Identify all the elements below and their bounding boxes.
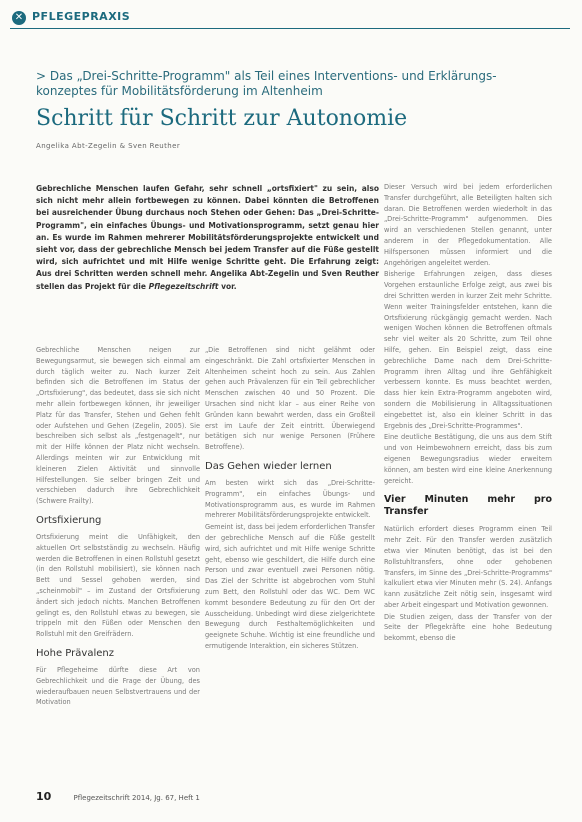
subheading-praevalenz: Hohe Prävalenz bbox=[36, 647, 114, 659]
column-2 bbox=[205, 345, 375, 653]
body-paragraph: Für Pflegeheime dürfte diese Art von Gebrechlichkeit und die Frage der Übung, des wiederaufbauen neuen Selbstvertrauens und der Motivation bbox=[36, 665, 200, 707]
body-paragraph: Die Studien zeigen, dass der Transfer von der Seite der Pflegekräfte eine hohe Bedeutung bekommt, ebenso die bbox=[384, 612, 552, 643]
x-icon: ✕ bbox=[12, 11, 26, 25]
journal-citation: Pflegezeitschrift 2014, Jg. 67, Heft 1 bbox=[73, 794, 200, 802]
section-title: PFLEGEPRAXIS bbox=[32, 10, 131, 23]
lead-magazine: Pflegezeitschrift bbox=[148, 281, 219, 291]
body-paragraph: Bisherige Erfahrungen zeigen, dass dieses Vorgehen erstaunliche Erfolge zeigt, aus zwei bis drei Schritten werden in kurzer Zeit mehr Schritte. Wenn weiter Trainingsfelder entstehen, kann die Ortsfixierung rückgängig gemacht werden. Nach wenigen Wochen können die Betroffenen oftmals sehr viel weiter als 20 Schritte, zum Teil ohne Hilfe, gehen. Ein Beispiel zeigt, dass eine gebrechliche Dame nach dem Drei-Schritte-Programm ihren Alltag und ihre Gehfähigkeit verbessern konnte. Es muss beachtet werden, dass hier kein Extra-Programm angeboten wird, sondern die Mobilisierung in Alltagssituationen eingebettet ist, also ein kleiner Schritt in das Ergebnis des „Drei-Schritte-Programmes". bbox=[384, 270, 552, 430]
lead-paragraph bbox=[36, 183, 379, 293]
column-1 bbox=[36, 345, 200, 709]
headline: Schritt für Schritt zur Autonomie bbox=[36, 106, 408, 131]
body-paragraph: „Die Betroffenen sind nicht gelähmt oder eingeschränkt. Die Zahl ortsfixierter Menschen in Altenheimen scheint hoch zu sein. Aus Zahlen gehen auch Prävalenzen für ein Teil gebrechlicher Menschen zwischen 40 und 50 Prozent. Die Ursachen sind nicht klar – aus einer Reihe von Gründen kann bewahrt werden, dass ein Großteil erst im Laufe der Zeit eintritt. Überwiegend betätigen sich nur wenige Personen (Frühere Betroffene). bbox=[205, 346, 375, 452]
lead-text: Gebrechliche Menschen laufen Gefahr, sehr schnell „ortsfixiert" zu sein, also sich nicht mehr allein fortbewegen zu können. Dabei könnten die Betroffenen bei ausreichender Übung durchaus noch Stehen oder Gehen: Das „Drei-Schritte-Programm", ein einfaches Übungs- und Motivationsprogramm, setzt genau hier an. Es wurde im Rahmen mehrerer Mobilitätsförderungsprojekte entwickelt und sieht vor, dass der gebrechliche Mensch bei jedem Transfer auf die Füße gestellt wird, sich aufrichtet und mit Hilfe wenige Schritte geht. Die Erfahrung zeigt: Aus drei Schritten werden schnell mehr. Angelika Abt-Zegelin und Sven Reuther stellen das Projekt für die bbox=[36, 184, 379, 291]
page-number: 10 bbox=[36, 790, 52, 803]
body-paragraph: Gebrechliche Menschen neigen zur Bewegungsarmut, sie bewegen sich einmal am durch täglich weiter zu. Nach kurzer Zeit befinden sich die Betroffenen im Status der „Ortsfixierung", das bedeutet, dass sie sich nicht mehr allein fortbewegen können, ihr jeweiliger Platz für das Transfer, Stehen und Gehen fehlt oder Aufstehen und Gehen (Zegelin, 2005). Sie beschreiben sich selbst als „festgenagelt", nur mit der Hilfe können der Platz nicht wechseln. Allerdings meinten wir zur Entwicklung mit kleineren Zielen Aktivität und sinnvolle Hilfestellungen. Sie selber bringen Zeit und verschieben dadurch ihre Gebrechlichkeit (Schwere Frailty). bbox=[36, 346, 200, 506]
lead-end: vor. bbox=[221, 281, 237, 291]
header-rule bbox=[10, 28, 570, 29]
subheading-ortsfixierung: Ortsfixierung bbox=[36, 514, 102, 526]
body-paragraph: Natürlich erfordert dieses Programm einen Teil mehr Zeit. Für den Transfer werden zusätzlich etwa vier Minuten benötigt, das ist bei den Rollstuhltransfers, ohne oder gehobenen Transfers, im Sinne des „Drei-Schritte-Programms" kalkuliert etwa vier Minuten mehr (S. 24). Anfangs kann zusätzliche Zeit nötig sein, insgesamt wird aber Arbeit eingespart und Motivation gewonnen. bbox=[384, 525, 552, 609]
body-paragraph: Gemeint ist, dass bei jedem erforderlichen Transfer der gebrechliche Mensch auf die Füße gestellt wird, sich aufrichtet und mit Hilfe wenige Schritte geht, ebenso wie geschildert, die Hilfe durch eine Person und zwar eventuell zwei Personen nötig. Das Ziel der Schritte ist abgebrochen vom Stuhl zum Bett, den Rollstuhl oder das WC. Dem WC kommt besondere Bedeutung zu für den Ort der Ausscheidung. Unbedingt wird diese zielgerichtete Bewegung durch Festhaltemöglichkeiten und geeignete Schuhe. Wichtig ist eine freundliche und ermutigende Interaktion, ein sicheres Stützen. bbox=[205, 523, 375, 650]
page-footer bbox=[36, 790, 556, 803]
subheading-vier-minuten: Vier Minuten mehr pro Transfer bbox=[384, 494, 552, 518]
body-paragraph: Dieser Versuch wird bei jedem erforderlichen Transfer durchgeführt, alle Beteiligten halten sich daran. Die Betroffenen werden wiederholt in das „Drei-Schritte-Programm" aufgenommen. Dies wird an verschiedenen Stellen genannt, unter anderem in der Pflegedokumentation. Alle Hilfspersonen müssen informiert und die Angehörigen angeleitet werden. bbox=[384, 183, 552, 267]
body-paragraph: Am besten wirkt sich das „Drei-Schritte-Programm", ein einfaches Übungs- und Motivationsprogramm aus, es wurde im Rahmen mehrerer Mobilitätsförderungsprojekte entwickelt. bbox=[205, 478, 375, 520]
column-3 bbox=[384, 182, 552, 645]
section-header bbox=[10, 8, 570, 30]
subheading-gehen: Das Gehen wieder lernen bbox=[205, 460, 332, 472]
kicker: > Das „Drei-Schritte-Programm" als Teil eines Interventions- und Erklärungs-konzeptes für Mobilitätsförderung im Altenheim bbox=[36, 69, 497, 98]
body-paragraph: Eine deutliche Bestätigung, die uns aus dem Stift und von Heimbewohnern erreicht, dass bis zum eigenen Bewegungsradius wieder erweitern können, am besten wird eine kleine Anerkennung gereicht. bbox=[384, 433, 552, 485]
body-paragraph: Ortsfixierung meint die Unfähigkeit, den aktuellen Ort selbstständig zu wechseln. Häufig werden die Betroffenen in einen Rollstuhl gesetzt (in den Rollstuhl mobilisiert), sie können nach Bett und Sessel gehoben werden, sind „scheinmobil" – im Zustand der Ortsfixierung ändert sich jedoch nichts. Manchen Betroffenen gelingt es, den Rollstuhl etwas zu bewegen, sie trippeln mit den Füßen oder Menschen den Rollstuhl mit den Greifrädern. bbox=[36, 532, 200, 639]
authors: Angelika Abt-Zegelin & Sven Reuther bbox=[36, 142, 181, 150]
